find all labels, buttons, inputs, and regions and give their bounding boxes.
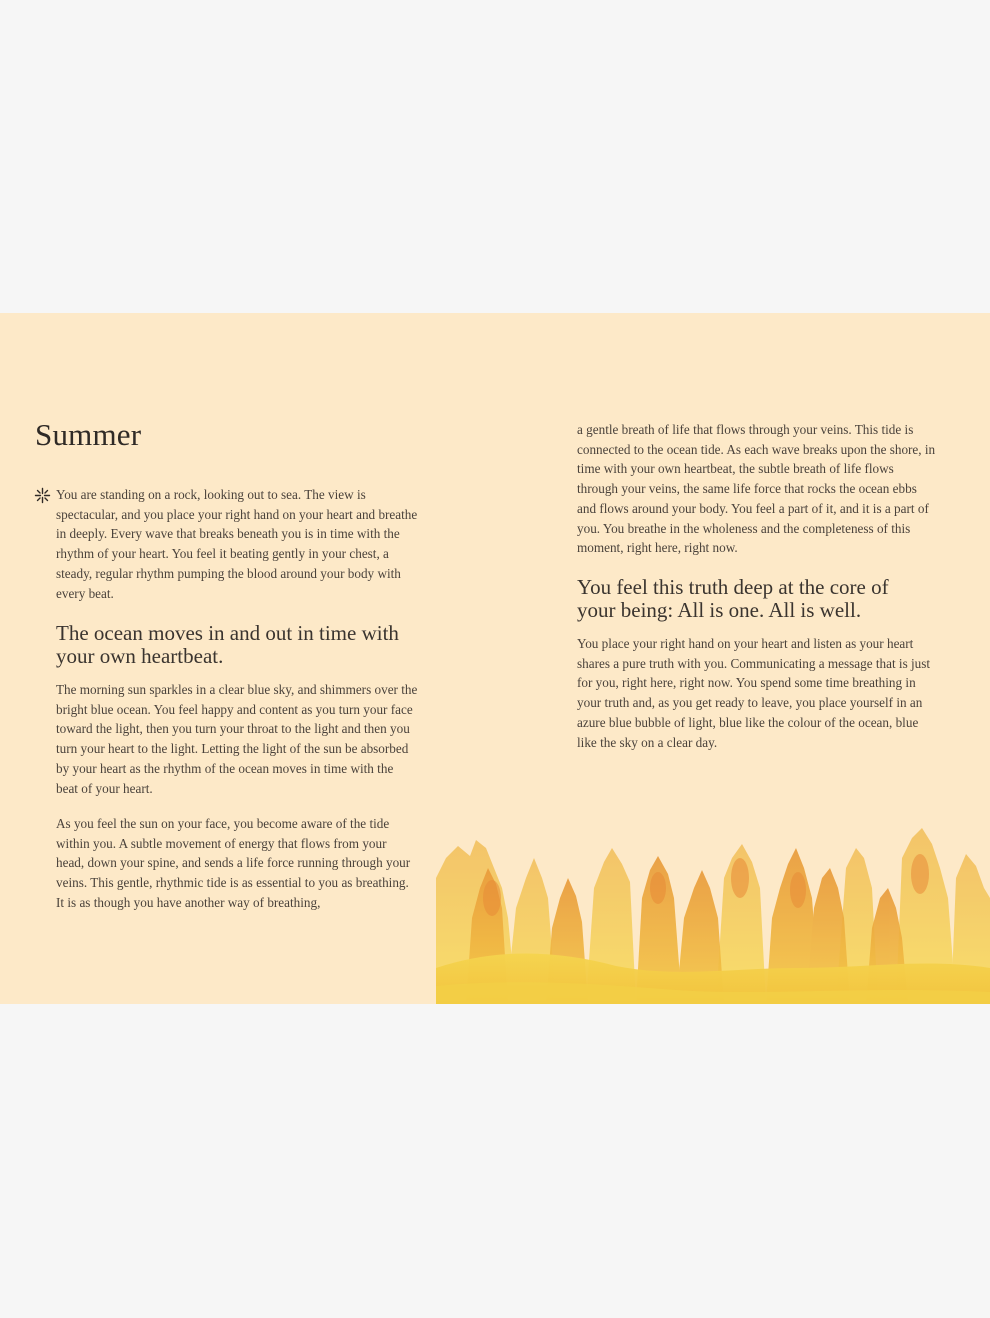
book-spread [0,313,990,1004]
chapter-title: Summer [35,417,142,452]
left-page [0,313,436,1004]
left-paragraph-1: You are standing on a rock, looking out to sea. The view is spectacular, and you place your right hand on your heart and breathe in deeply. Every wave that breaks beneath you is in time with the rhythm of your heart. You feel it beating gently in your chest, a steady, regular rhythm pumping the blood around your body with every beat. [56,487,418,601]
right-page [436,313,990,1004]
left-paragraph-3: As you feel the sun on your face, you become aware of the tide within you. A subtle movement of energy that flows from your head, down your spine, and sends a life force running through your veins. This gentle, rhythmic tide is as essential to you as breathing. It is as though you have another way of breathing, [56,816,411,910]
left-paragraph-2: The morning sun sparkles in a clear blue sky, and shimmers over the bright blue ocean. You feel happy and content as you turn your face toward the light, then you turn your throat to the light and then you turn your heart to the light. Letting the light of the sun be absorbed by your heart as the rhythm of the ocean moves in time with the beat of your heart. [56,682,418,796]
right-paragraph-1: a gentle breath of life that flows through your veins. This tide is connected to the ocean tide. As each wave breaks upon the shore, in time with your own heartbeat, the subtle breath of life flows through your veins, the same life force that rocks the ocean ebbs and flows around your body. You feel a part of it, and it is a part of you. You breathe in the wholeness and the completeness of this moment, right here, right now. [577,422,936,556]
watercolor-forest-illustration [436,818,990,1004]
right-paragraph-2: You place your right hand on your heart and listen as your heart shares a pure truth with you. Communicating a message that is just for you, right here, right now. You spend some time breathing in your truth and, as you get ready to leave, you place yourself in an azure blue bubble of light, blue like the colour of the ocean, blue like the sky on a clear day. [577,636,931,750]
left-pullquote: The ocean moves in and out in time with your own heartbeat. [56,621,399,668]
sparkle-ornament-icon [34,487,51,504]
right-pullquote: You feel this truth deep at the core of your being: All is one. All is well. [577,575,889,622]
